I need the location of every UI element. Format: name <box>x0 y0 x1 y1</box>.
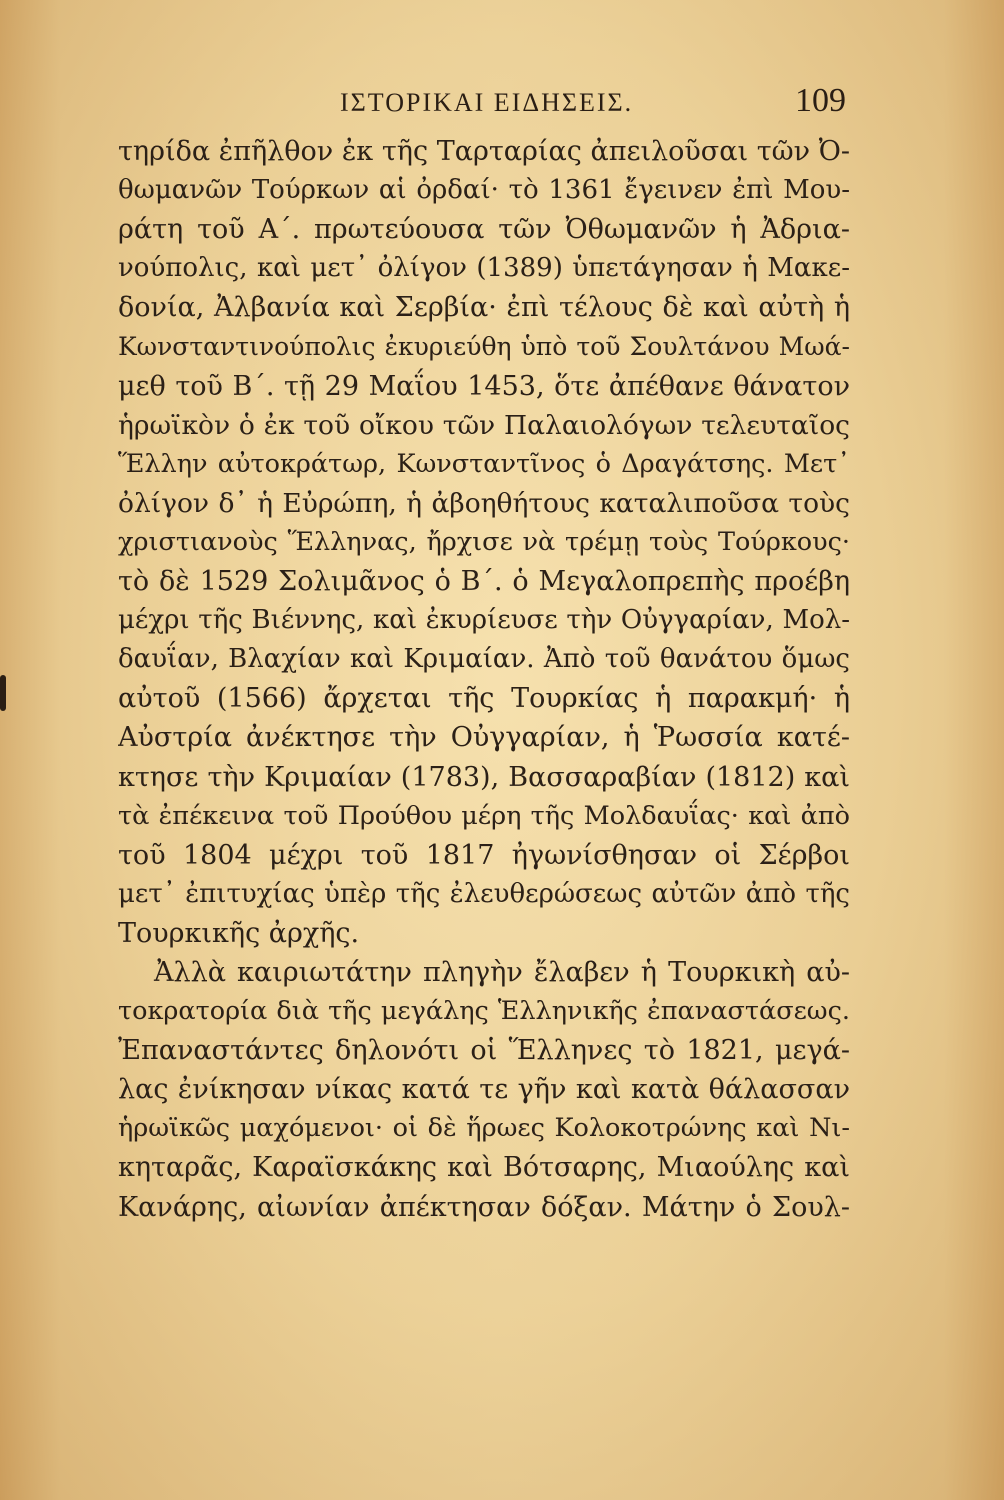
running-head: ΙΣΤΟΡΙΚΑΙ ΕΙΔΗΣΕΙΣ. <box>340 88 634 117</box>
text-line: τὰ ἐπέκεινα τοῦ Προύθου μέρη τῆς Μολδαυΐας· καὶ ἀπὸ <box>118 800 850 831</box>
margin-mark <box>0 675 6 711</box>
body-text <box>118 132 850 1227</box>
text-line: μετ᾽ ἐπιτυχίας ὑπὲρ τῆς ἐλευθερώσεως αὐτῶν ἀπὸ τῆς <box>118 878 850 909</box>
text-line: τοκρατορία διὰ τῆς μεγάλης Ἑλληνικῆς ἐπαναστάσεως. <box>118 996 850 1027</box>
text-line: Ἕλλην αὐτοκράτωρ, Κωνσταντῖνος ὁ Δραγάτσης. Μετ᾽ <box>118 448 850 479</box>
text-line: τηρίδα ἐπῆλθον ἐκ τῆς Ταρταρίας ἀπειλοῦσαι τῶν Ὀ- <box>118 136 850 167</box>
text-line: νούπολις, καὶ μετ᾽ ὀλίγον (1389) ὑπετάγησαν ἡ Μακε- <box>118 253 850 284</box>
text-line: ὀλίγον δ᾽ ἡ Εὐρώπη, ἡ ἀβοηθήτους καταλιποῦσα τοὺς <box>118 487 850 519</box>
text-line: τὸ δὲ 1529 Σολιμᾶνος ὁ Β΄. ὁ Μεγαλοπρεπὴς προέβη <box>118 566 850 598</box>
text-line: θωμανῶν Τούρκων αἱ ὀρδαί· τὸ 1361 ἔγεινεν ἐπὶ Μου- <box>118 175 850 206</box>
text-line: χριστιανοὺς Ἕλληνας, ἤρχισε νὰ τρέμῃ τοὺς Τούρκους· <box>118 526 850 557</box>
text-line: ἡρωϊκὸν ὁ ἐκ τοῦ οἴκου τῶν Παλαιολόγων τελευταῖος <box>118 409 850 441</box>
text-line: ἡρωϊκῶς μαχόμενοι· οἱ δὲ ἥρωες Κολοκοτρώνης καὶ Νι- <box>118 1113 850 1144</box>
text-line: τοῦ 1804 μέχρι τοῦ 1817 ἠγωνίσθησαν οἱ Σέρβοι <box>118 839 850 871</box>
text-line: Αὐστρία ἀνέκτησε τὴν Οὐγγαρίαν, ἡ Ῥωσσία κατέ- <box>118 722 850 754</box>
text-line: κτησε τὴν Κριμαίαν (1783), Βασσαραβίαν (1812) καὶ <box>118 761 850 793</box>
text-line: δονία, Ἀλβανία καὶ Σερβία· ἐπὶ τέλους δὲ καὶ αὐτὴ ἡ <box>118 292 850 324</box>
paragraph-end-line: Τουρκικῆς ἀρχῆς. <box>118 917 360 949</box>
text-line: μέχρι τῆς Βιέννης, καὶ ἐκυρίευσε τὴν Οὐγγαρίαν, Μολ- <box>118 605 850 636</box>
text-line: αὐτοῦ (1566) ἄρχεται τῆς Τουρκίας ἡ παρακμή· ἡ <box>118 683 850 715</box>
page-number: 109 <box>795 82 846 119</box>
text-line: λας ἐνίκησαν νίκας κατά τε γῆν καὶ κατὰ θάλασσαν <box>118 1074 850 1106</box>
text-line: δαυΐαν, Βλαχίαν καὶ Κριμαίαν. Ἀπὸ τοῦ θανάτου ὅμως <box>118 644 850 675</box>
text-line: κηταρᾶς, Καραϊσκάκης καὶ Βότσαρης, Μιαούλης καὶ <box>118 1152 850 1184</box>
paragraph-start-line: Ἀλλὰ καιριωτάτην πληγὴν ἔλαβεν ἡ Τουρκικὴ αὐ- <box>154 956 850 988</box>
text-line: Κανάρης, αἰωνίαν ἀπέκτησαν δόξαν. Μάτην ὁ Σουλ- <box>118 1191 850 1223</box>
text-line: μεθ τοῦ Β΄. τῇ 29 Μαΐου 1453, ὅτε ἀπέθανε θάνατον <box>118 370 850 402</box>
text-line: Κωνσταντινούπολις ἐκυριεύθη ὑπὸ τοῦ Σουλτάνου Μωά- <box>118 332 850 362</box>
text-line: ράτη τοῦ Α΄. πρωτεύουσα τῶν Ὀθωμανῶν ἡ Ἀδρια- <box>118 214 850 246</box>
page-header <box>0 82 1004 128</box>
text-line: Ἐπαναστάντες δηλονότι οἱ Ἕλληνες τὸ 1821, μεγά- <box>118 1035 850 1067</box>
